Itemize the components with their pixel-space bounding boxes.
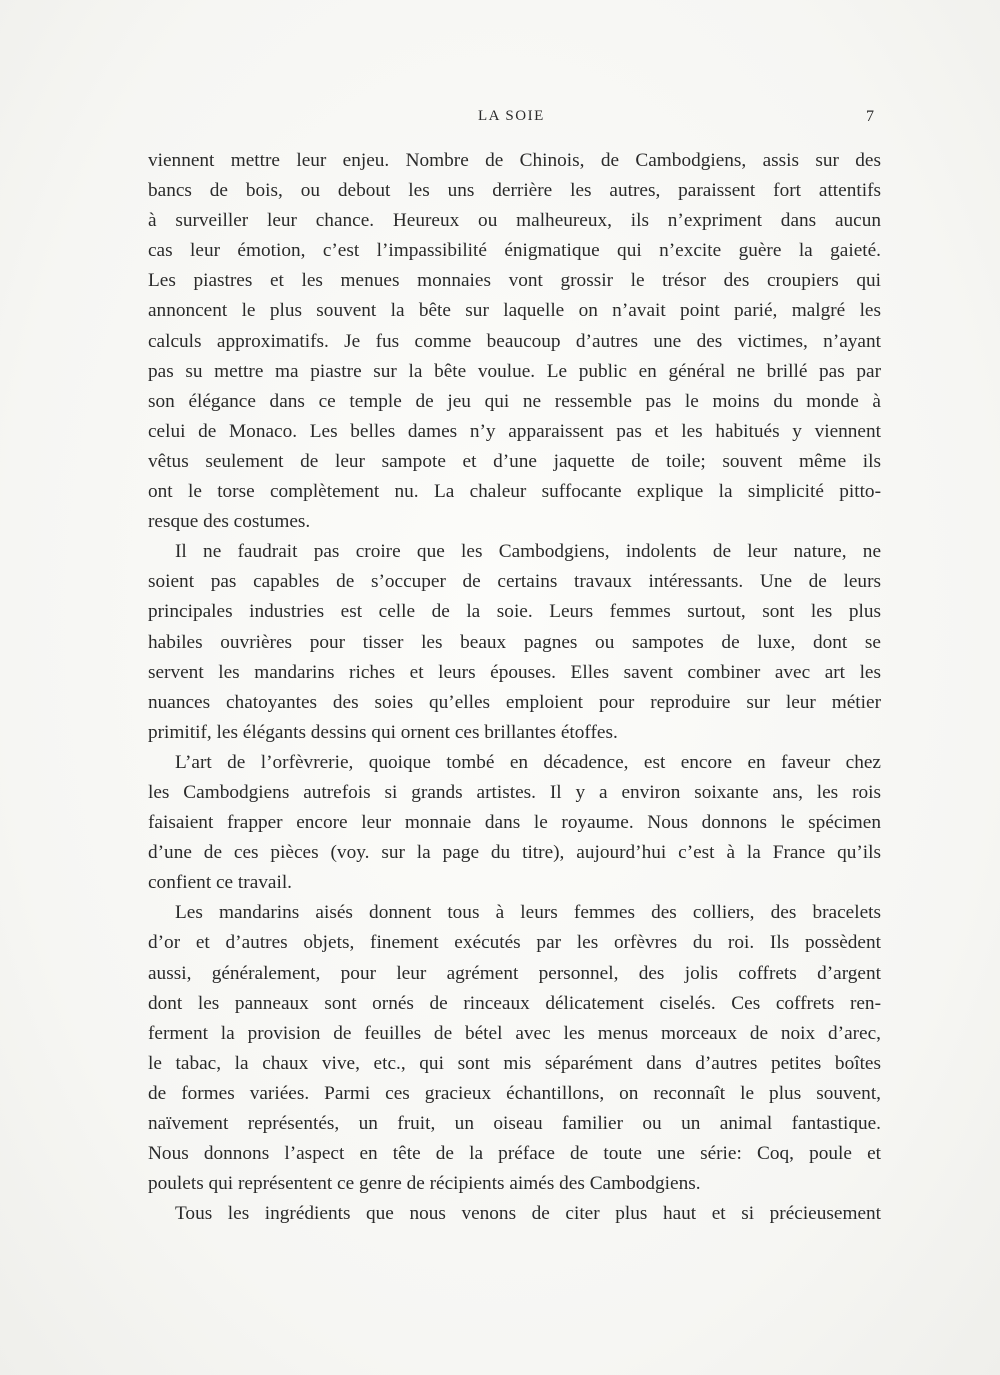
text-line: annoncent le plus souvent la bête sur laquelle on n’avait point parié, malgré les [148,300,881,322]
text-line: le tabac, la chaux vive, etc., qui sont mis séparément dans d’autres petites boîtes [148,1052,881,1074]
text-line: soient pas capables de s’occuper de certains travaux intéressants. Une de leurs [148,571,881,593]
text-line: Les mandarins aisés donnent tous à leurs femmes des colliers, des bracelets [175,902,881,924]
text-line: primitif, les élégants dessins qui ornent ces brillantes étoffes. [148,721,618,743]
text-line: de formes variées. Parmi ces gracieux échantillons, on reconnaît le plus souvent, [148,1082,881,1104]
text-line: d’or et d’autres objets, finement exécutés par les orfèvres du roi. Ils possèdent [148,932,881,954]
text-line: poulets qui représentent ce genre de récipients aimés des Cambodgiens. [148,1173,701,1195]
body-text [148,146,881,1229]
text-line: ont le torse complètement nu. La chaleur suffocante explique la simplicité pitto- [148,481,881,503]
text-line: aussi, généralement, pour leur agrément personnel, des jolis coffrets d’argent [148,962,881,984]
text-line: ferment la provision de feuilles de bétel avec les menus morceaux de noix d’arec, [148,1022,881,1044]
text-line: habiles ouvrières pour tisser les beaux pagnes ou sampotes de luxe, dont se [148,631,881,653]
text-line: vêtus seulement de leur sampote et d’une jaquette de toile; souvent même ils [148,450,881,472]
page-number: 7 [866,108,874,125]
text-line: Les piastres et les menues monnaies vont grossir le trésor des croupiers qui [148,270,881,292]
text-line: resque des costumes. [148,511,311,533]
text-line: viennent mettre leur enjeu. Nombre de Chinois, de Cambodgiens, assis sur des [148,150,881,171]
text-line: calculs approximatifs. Je fus comme beaucoup d’autres une des victimes, n’ayant [148,330,881,352]
text-line: son élégance dans ce temple de jeu qui ne ressemble pas le moins du monde à [148,390,881,412]
text-line: faisaient frapper encore leur monnaie dans le royaume. Nous donnons le spécimen [148,812,881,834]
text-line: naïvement représentés, un fruit, un oiseau familier ou un animal fantastique. [148,1113,881,1134]
text-line: L’art de l’orfèvrerie, quoique tombé en décadence, est encore en faveur chez [175,751,881,773]
running-head [0,108,1000,130]
text-line: d’une de ces pièces (voy. sur la page du titre), aujourd’hui c’est à la France qu’ils [148,842,881,864]
running-title: LA SOIE [478,108,545,124]
text-line: confient ce travail. [148,872,292,894]
text-line: pas su mettre ma piastre sur la bête voulue. Le public en général ne brillé pas par [148,360,881,382]
text-line: celui de Monaco. Les belles dames n’y apparaissent pas et les habitués y viennent [148,420,881,442]
text-line: les Cambodgiens autrefois si grands artistes. Il y a environ soixante ans, les rois [148,781,881,803]
text-line: nuances chatoyantes des soies qu’elles emploient pour reproduire sur leur métier [148,691,881,713]
text-line: principales industries est celle de la soie. Leurs femmes surtout, sont les plus [148,601,881,623]
text-line: cas leur émotion, c’est l’impassibilité énigmatique qui n’excite guère la gaieté. [148,240,881,262]
text-line: Tous les ingrédients que nous venons de citer plus haut et si précieusement [175,1203,881,1225]
text-line: servent les mandarins riches et leurs épouses. Elles savent combiner avec art les [148,661,881,683]
text-line: Nous donnons l’aspect en tête de la préface de toute une série: Coq, poule et [148,1143,881,1165]
text-line: à surveiller leur chance. Heureux ou malheureux, ils n’expriment dans aucun [148,210,881,232]
text-line: bancs de bois, ou debout les uns derrière les autres, paraissent fort attentifs [148,180,881,202]
text-line: Il ne faudrait pas croire que les Cambodgiens, indolents de leur nature, ne [175,541,881,563]
text-line: dont les panneaux sont ornés de rinceaux délicatement ciselés. Ces coffrets ren- [148,992,881,1014]
